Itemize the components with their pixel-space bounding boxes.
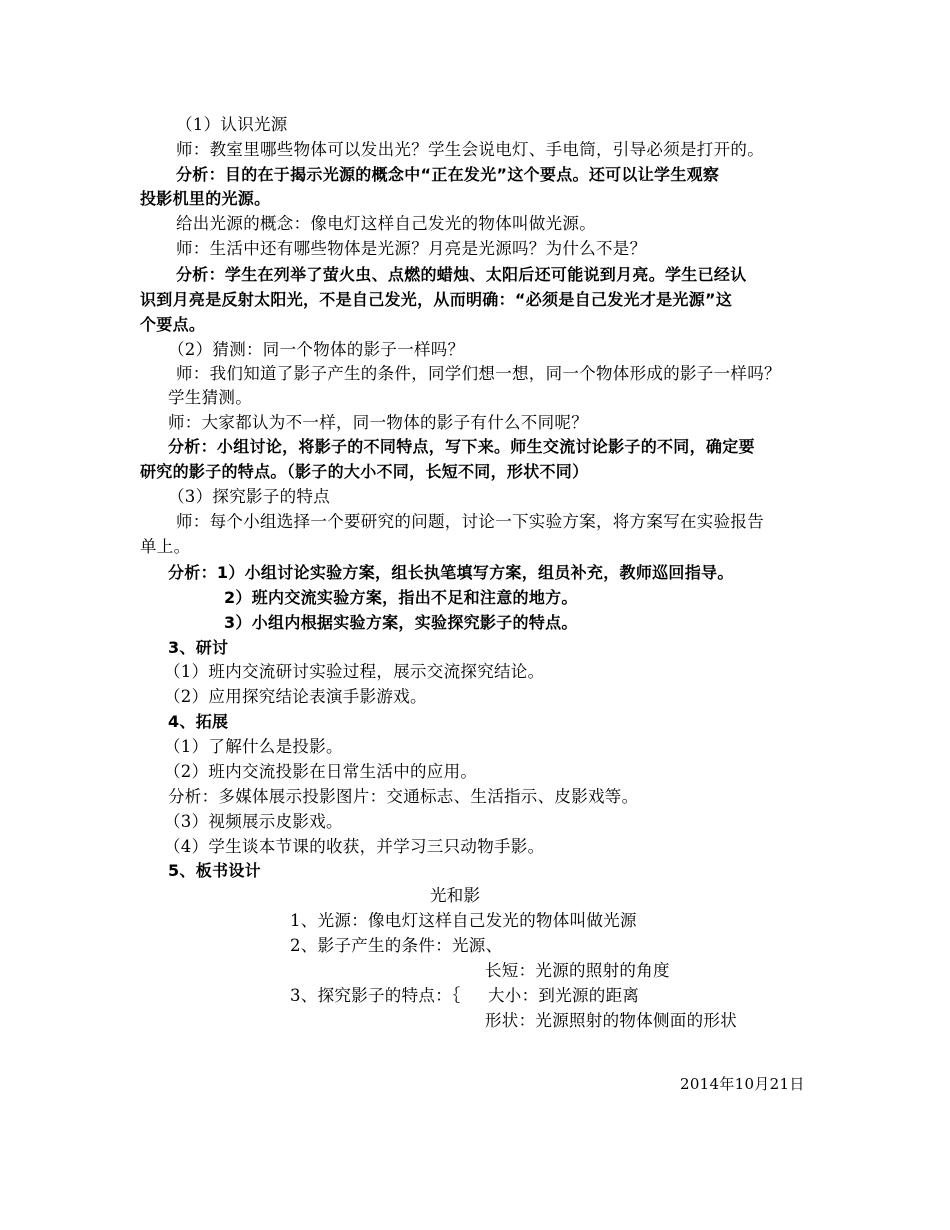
section-heading: （1）认识光源	[176, 115, 288, 134]
document-date: 2014年10月21日	[680, 1075, 805, 1093]
board-line: 1、光源：像电灯这样自己发光的物体叫做光源	[290, 911, 637, 930]
paragraph: 分析：多媒体展示投影图片：交通标志、生活指示、皮影戏等。	[168, 787, 639, 806]
paragraph: 师：我们知道了影子产生的条件，同学们想一想，同一个物体形成的影子一样吗？	[176, 364, 781, 383]
analysis-text: 分析：小组讨论，将影子的不同特点，写下来。师生交流讨论影子的不同，确定要	[168, 437, 755, 456]
list-item: （1）了解什么是投影。	[164, 737, 343, 756]
analysis-text: 研究的影子的特点。（影子的大小不同，长短不同，形状不同）	[140, 462, 589, 481]
analysis-text: 2）班内交流实验方案，指出不足和注意的地方。	[224, 588, 578, 607]
analysis-text: 分析：1）小组讨论实验方案，组长执笔填写方案，组员补充，教师巡回指导。	[168, 563, 734, 582]
paragraph: 给出光源的概念：像电灯这样自己发光的物体叫做光源。	[176, 214, 596, 233]
paragraph: 单上。	[140, 537, 191, 556]
section-heading: 5、板书设计	[168, 861, 261, 880]
list-item: （2）应用探究结论表演手影游戏。	[164, 687, 427, 706]
board-line: 2、影子产生的条件：光源、	[290, 936, 503, 955]
paragraph: 师：教室里哪些物体可以发出光？学生会说电灯、手电筒，引导必须是打开的。	[176, 140, 764, 159]
section-heading: 3、研讨	[168, 638, 229, 657]
board-title: 光和影	[430, 886, 481, 905]
board-subitem: 大小：到光源的距离	[488, 986, 640, 1005]
list-item: （1）班内交流研讨实验过程，展示交流探究结论。	[164, 662, 545, 681]
section-heading: （2）猜测：同一个物体的影子一样吗？	[168, 340, 465, 359]
board-subitem: 长短：光源的照射的角度	[485, 961, 670, 980]
list-item: （2）班内交流投影在日常生活中的应用。	[164, 762, 478, 781]
paragraph: 师：每个小组选择一个要研究的问题，讨论一下实验方案，将方案写在实验报告	[176, 512, 764, 531]
analysis-text: 投影机里的光源。	[140, 189, 271, 208]
paragraph: 学生猜测。	[168, 388, 252, 407]
analysis-text: 分析：学生在列举了萤火虫、点燃的蜡烛、太阳后还可能说到月亮。学生已经认	[176, 265, 747, 284]
analysis-text: 识到月亮是反射太阳光，不是自己发光，从而明确：“必须是自己发光才是光源”这	[140, 290, 733, 309]
analysis-text: 个要点。	[140, 315, 206, 334]
board-subitem: 形状：光源照射的物体侧面的形状	[485, 1011, 737, 1030]
paragraph: 师：大家都认为不一样，同一物体的影子有什么不同呢？	[168, 413, 588, 432]
section-heading: 4、拓展	[168, 712, 229, 731]
board-line: 3、探究影子的特点：｛	[290, 986, 461, 1005]
list-item: （3）视频展示皮影戏。	[164, 812, 343, 831]
paragraph: 师：生活中还有哪些物体是光源？月亮是光源吗？为什么不是？	[176, 239, 647, 258]
analysis-text: 分析：目的在于揭示光源的概念中“正在发光”这个要点。还可以让学生观察	[176, 165, 720, 184]
analysis-text: 3）小组内根据实验方案，实验探究影子的特点。	[224, 613, 578, 632]
list-item: （4）学生谈本节课的收获，并学习三只动物手影。	[164, 837, 545, 856]
section-heading: （3）探究影子的特点	[168, 487, 330, 506]
